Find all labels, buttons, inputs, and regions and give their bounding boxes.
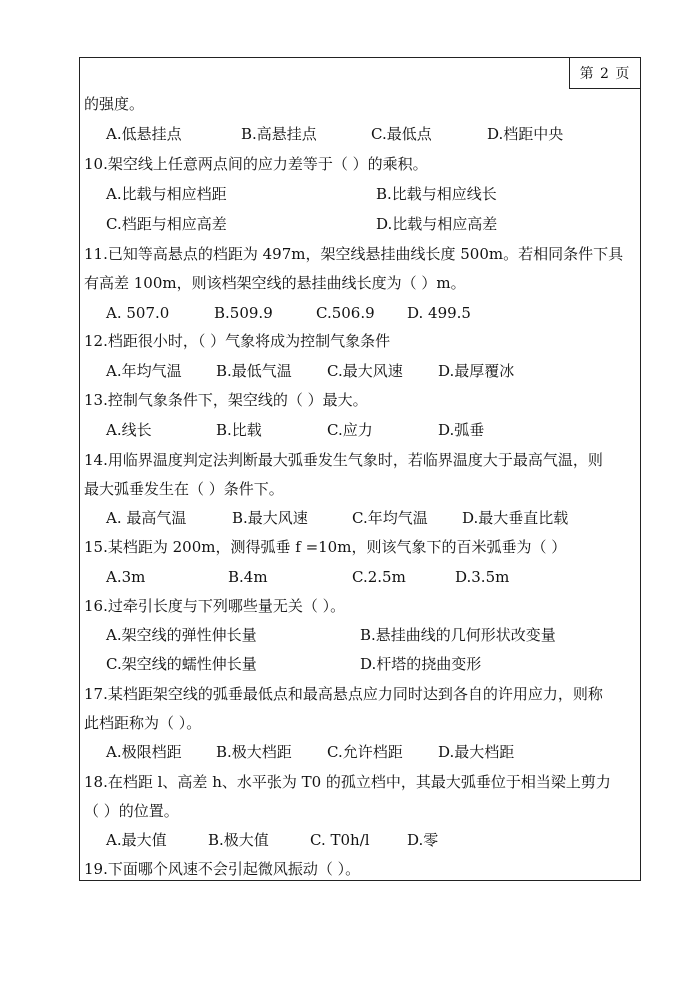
q18-option-c: C. T0h/l [310,831,370,849]
q14-option-b: B.最大风速 [232,509,308,527]
q9-option-d: D.档距中央 [487,125,564,143]
q14-option-a: A. 最高气温 [106,509,187,527]
q18-text-line1: 18.在档距 l、高差 h、水平张为 T0 的孤立档中，其最大弧垂位于相当梁上剪力 [84,773,611,791]
q15-option-c: C.2.5m [352,568,406,586]
question-table [79,57,641,881]
q17-text-line1: 17.某档距架空线的弧垂最低点和最高悬点应力同时达到各自的许用应力，则称 [84,685,603,703]
q14-text-line1: 14.用临界温度判定法判断最大弧垂发生气象时，若临界温度大于最高气温，则 [84,451,603,469]
q13-text: 13.控制气象条件下，架空线的（ ）最大。 [84,391,368,409]
q18-option-a: A.最大值 [106,831,167,849]
q13-option-d: D.弧垂 [438,421,485,439]
q13-option-c: C.应力 [327,421,373,439]
q17-option-b: B.极大档距 [216,743,292,761]
page-number-label: 第 2 页 [569,57,641,89]
q16-option-c: C.架空线的蠕性伸长量 [106,655,257,673]
q10-text: 10.架空线上任意两点间的应力差等于（ ）的乘积。 [84,155,428,173]
q17-option-a: A.极限档距 [106,743,182,761]
q9-option-c: C.最低点 [371,125,432,143]
q16-option-d: D.杆塔的挠曲变形 [360,655,482,673]
q14-option-c: C.年均气温 [352,509,428,527]
q10-option-c: C.档距与相应高差 [106,215,227,233]
q13-option-a: A.线长 [106,421,152,439]
q17-option-c: C.允许档距 [327,743,403,761]
q18-text-line2: （ ）的位置。 [84,802,179,820]
q10-option-a: A.比载与相应档距 [106,185,227,203]
q9-tail: 的强度。 [84,95,145,113]
q19-text: 19.下面哪个风速不会引起微风振动（ ）。 [84,860,361,878]
q12-option-a: A.年均气温 [106,362,182,380]
q9-option-a: A.低悬挂点 [106,125,182,143]
q15-text: 15.某档距为 200m，测得弧垂 f =10m，则该气象下的百米弧垂为（ ） [84,538,567,556]
q15-option-b: B.4m [228,568,268,586]
q10-option-b: B.比载与相应线长 [376,185,497,203]
q14-text-line2: 最大弧垂发生在（ ）条件下。 [84,480,284,498]
q18-option-d: D.零 [407,831,439,849]
q12-option-c: C.最大风速 [327,362,403,380]
q12-option-b: B.最低气温 [216,362,292,380]
q12-option-d: D.最厚覆冰 [438,362,515,380]
q16-option-b: B.悬挂曲线的几何形状改变量 [360,626,556,644]
q14-option-d: D.最大垂直比载 [462,509,569,527]
q11-text-line1: 11.已知等高悬点的档距为 497m，架空线悬挂曲线长度 500m。若相同条件下具 [84,245,624,263]
q18-option-b: B.极大值 [208,831,269,849]
q11-option-c: C.506.9 [316,304,375,322]
q15-option-d: D.3.5m [455,568,510,586]
q17-text-line2: 此档距称为（ ）。 [84,714,202,732]
q15-option-a: A.3m [106,568,146,586]
q9-option-b: B.高悬挂点 [241,125,317,143]
q11-text-line2: 有高差 100m，则该档架空线的悬挂曲线长度为（ ）m。 [84,274,466,292]
q16-option-a: A.架空线的弹性伸长量 [106,626,257,644]
q16-text: 16.过牵引长度与下列哪些量无关（ ）。 [84,597,346,615]
q17-option-d: D.最大档距 [438,743,515,761]
q11-option-d: D. 499.5 [407,304,471,322]
q10-option-d: D.比载与相应高差 [376,215,498,233]
q13-option-b: B.比载 [216,421,262,439]
q11-option-b: B.509.9 [214,304,273,322]
q11-option-a: A. 507.0 [106,304,170,322]
q12-text: 12.档距很小时，（ ）气象将成为控制气象条件 [84,332,391,350]
